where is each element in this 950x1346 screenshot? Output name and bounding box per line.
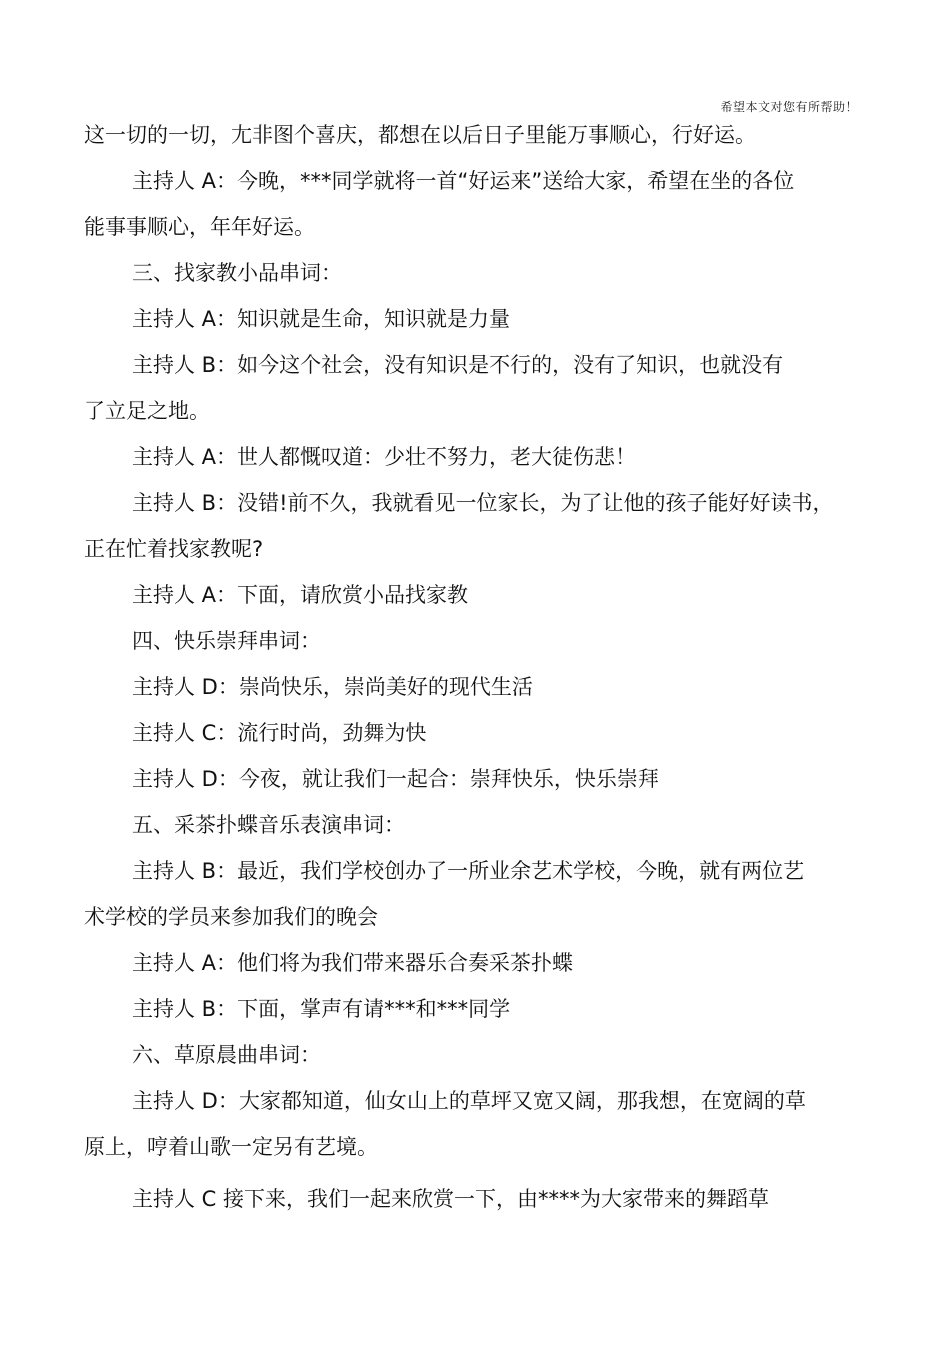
text-line: 术学校的学员来参加我们的晚会 [84,905,378,929]
text-line: 主持人 A：今晚，***同学就将一首“好运来”送给大家，希望在坐的各位 [132,169,795,193]
text-line: 正在忙着找家教呢? [84,537,264,561]
header-note: 希望本文对您有所帮助！ [720,100,858,114]
document-body [84,112,868,1222]
text-line: 三、找家教小品串词： [132,261,342,285]
text-line: 主持人 B：如今这个社会，没有知识是不行的，没有了知识，也就没有 [132,353,784,377]
text-line: 主持人 A：他们将为我们带来器乐合奏采茶扑蝶 [132,951,574,975]
text-line: 主持人 C 接下来，我们一起来欣赏一下，由****为大家带来的舞蹈草 [132,1187,770,1211]
text-line: 主持人 B：没错!前不久，我就看见一位家长，为了让他的孩子能好好读书， [132,491,834,515]
text-line: 五、采茶扑蝶音乐表演串词： [132,813,405,837]
text-line: 主持人 B：下面，掌声有请***和***同学 [132,997,511,1021]
text-line: 四、快乐崇拜串词： [132,629,321,653]
text-line: 主持人 D：崇尚快乐，崇尚美好的现代生活 [132,675,533,699]
text-line: 能事事顺心，年年好运。 [84,215,315,239]
text-line: 原上，哼着山歌一定另有艺境。 [84,1135,378,1159]
text-line: 主持人 A：下面，请欣赏小品找家教 [132,583,469,607]
text-line: 这一切的一切，尢非图个喜庆，都想在以后日子里能万事顺心，行好运。 [84,123,756,147]
text-line: 主持人 D：大家都知道，仙女山上的草坪又宽又阔，那我想，在宽阔的草 [132,1089,806,1113]
text-line: 主持人 A：世人都慨叹道：少壮不努力，老大徒伤悲！ [132,445,637,469]
text-line: 六、草原晨曲串词： [132,1043,321,1067]
text-line: 主持人 B：最近，我们学校创办了一所业余艺术学校，今晚，就有两位艺 [132,859,805,883]
text-line: 主持人 A：知识就是生命，知识就是力量 [132,307,511,331]
text-line: 了立足之地。 [84,399,210,423]
text-line: 主持人 D：今夜，就让我们一起合：崇拜快乐，快乐崇拜 [132,767,659,791]
text-line: 主持人 C：流行时尚，劲舞为快 [132,721,427,745]
